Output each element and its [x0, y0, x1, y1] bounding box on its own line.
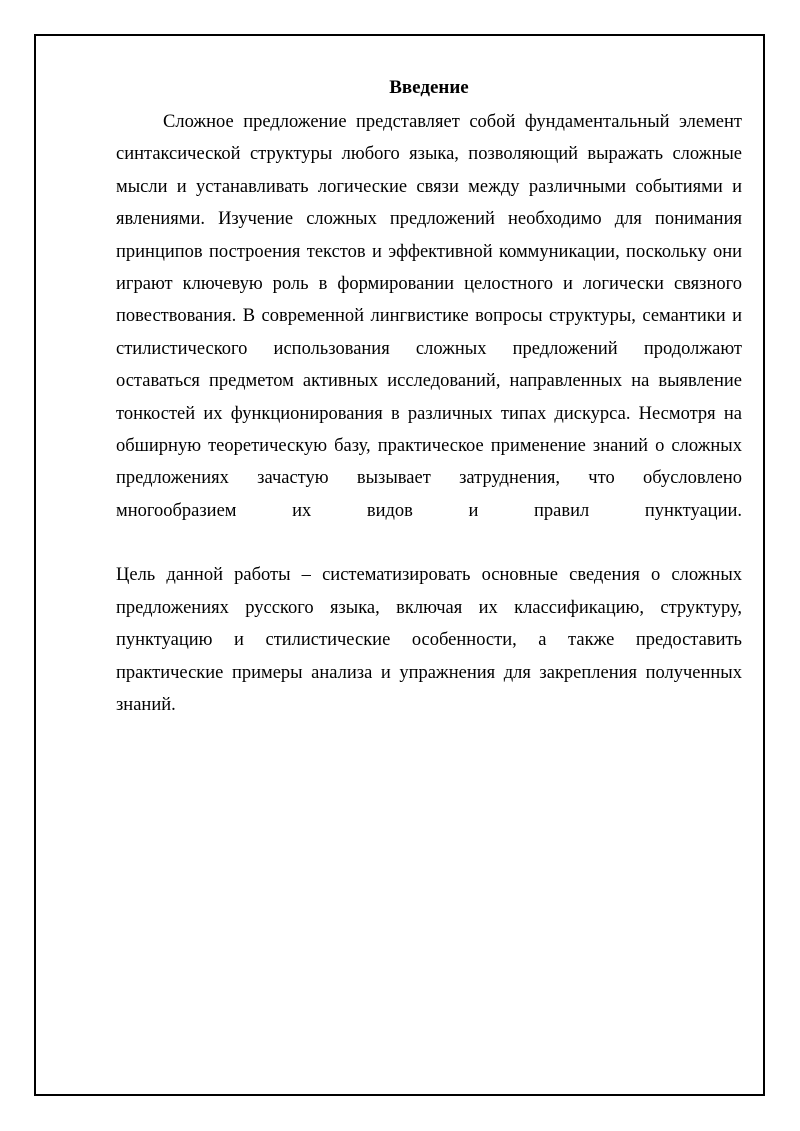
- paragraph-spacer: [116, 527, 742, 559]
- document-title: Введение: [389, 77, 469, 98]
- document-body: [116, 74, 742, 721]
- intro-paragraph: Сложное предложение представляет собой фундаментальный элемент синтаксической структуры любого языка, позволяющий выражать сложные мысли и устанавливать логические связи между различными событиями и явлениями. Изучение сложных предложений необходимо для понимания принципов построения текстов и эффективной коммуникации, поскольку они играют ключевую роль в формировании целостного и логически связного повествования. В современной лингвистике вопросы структуры, семантики и стилистического использования сложных предложений продолжают оставаться предметом активных исследований, направленных на выявление тонкостей их функционирования в различных типах дискурса. Несмотря на обширную теоретическую базу, практическое применение знаний о сложных предложениях зачастую вызывает затруднения, что обусловлено многообразием их видов и правил пунктуации.: [116, 112, 742, 521]
- goal-paragraph: Цель данной работы – систематизировать основные сведения о сложных предложениях русского языка, включая их классификацию, структуру, пунктуацию и стилистические особенности, а также предоставить практические примеры анализа и упражнения для закрепления полученных знаний.: [116, 565, 742, 715]
